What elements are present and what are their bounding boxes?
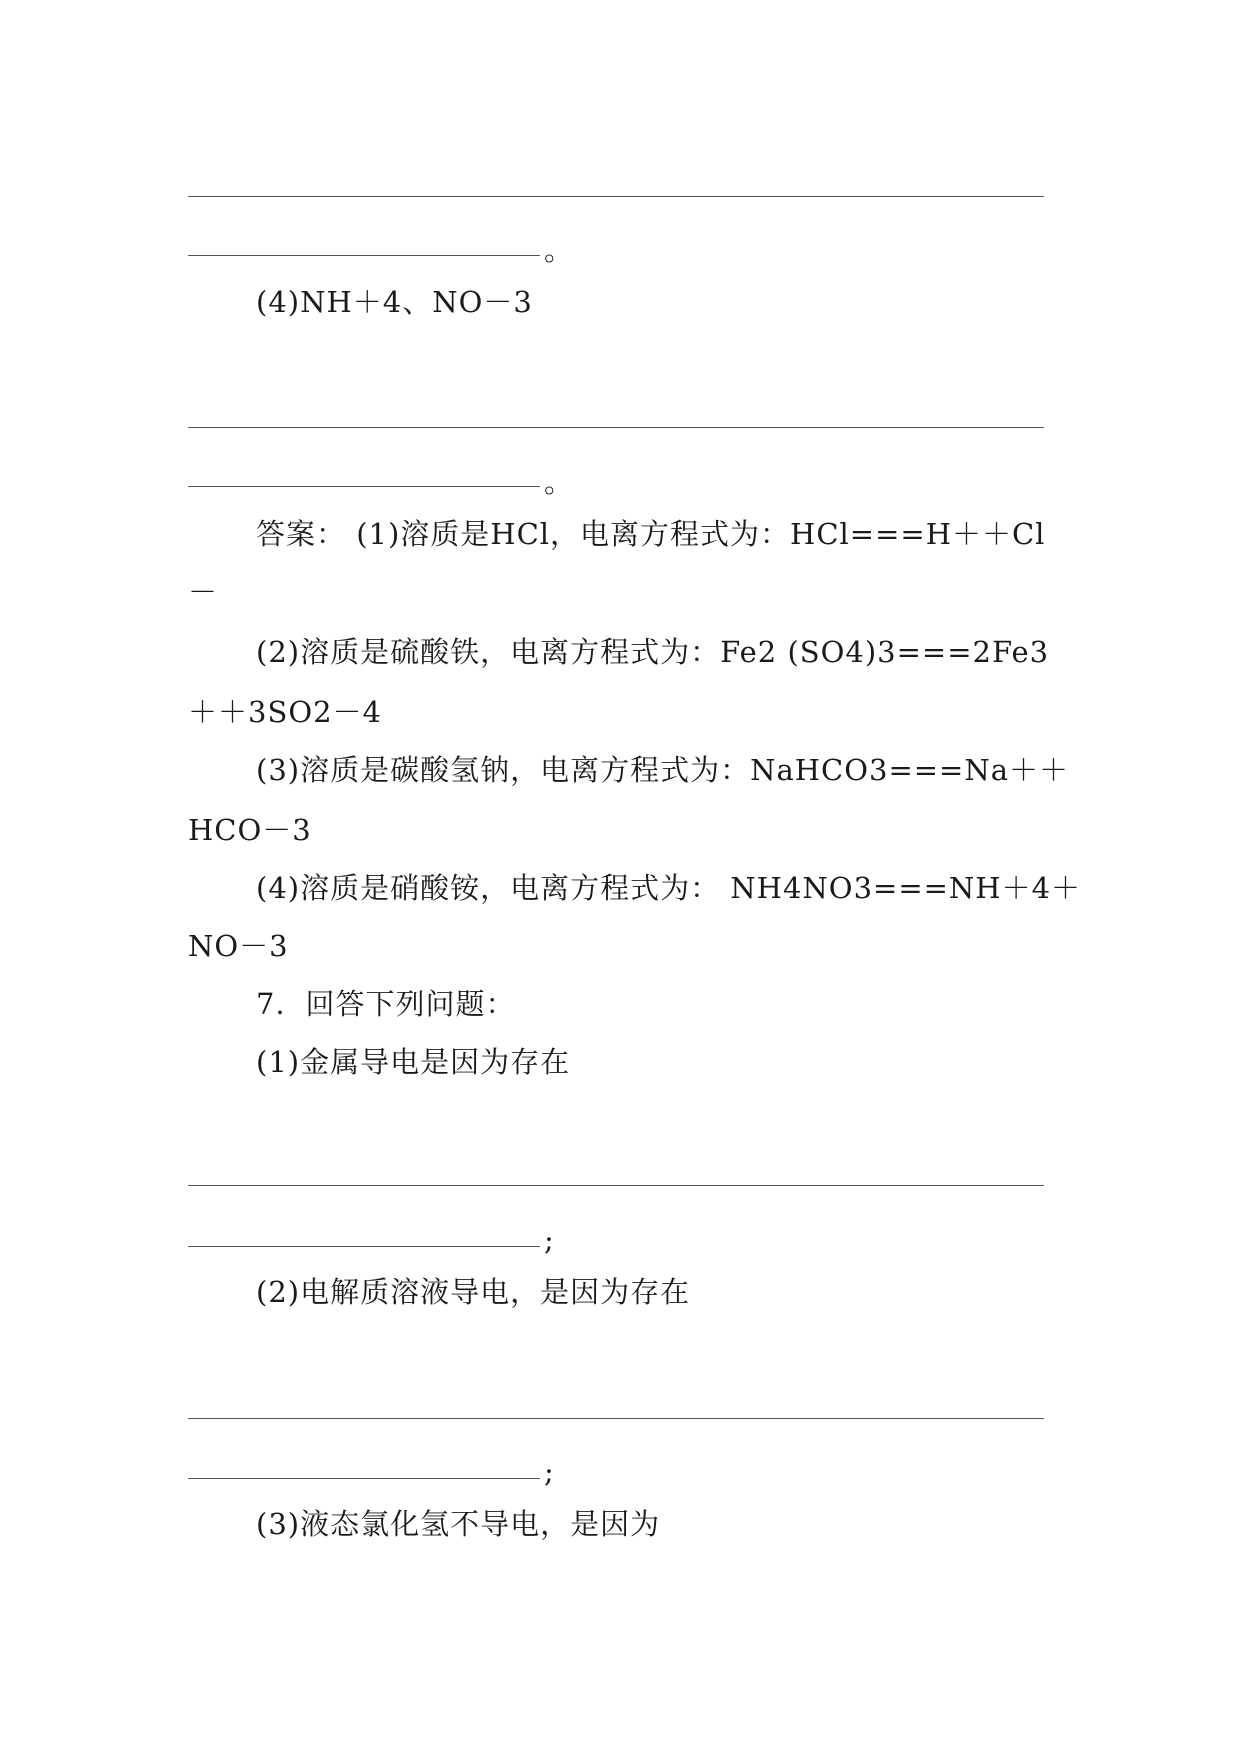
answer-3-line2: HCO－3	[188, 813, 312, 847]
question-7-part-3: (3)液态氯化氢不导电，是因为	[256, 1507, 661, 1541]
semicolon-mark: ;	[544, 1223, 554, 1257]
answer-1-line1: 答案： (1)溶质是HCl，电离方程式为：HCl===H＋＋Cl	[256, 517, 1046, 551]
semicolon-mark: ;	[544, 1455, 554, 1489]
answer-blank-line[interactable]	[188, 427, 1044, 428]
answer-2-line1: (2)溶质是硫酸铁，电离方程式为：Fe2 (SO4)3===2Fe3	[256, 635, 1050, 669]
answer-blank-line[interactable]	[188, 1246, 540, 1247]
question-7-title: 7．回答下列问题：	[256, 987, 516, 1021]
answer-4-line2: NO－3	[188, 929, 289, 963]
answer-blank-line[interactable]	[188, 255, 540, 256]
answer-4-line1: (4)溶质是硝酸铵，电离方程式为： NH4NO3===NH＋4＋	[256, 871, 1082, 905]
answer-blank-line[interactable]	[188, 1418, 1044, 1419]
period-mark: 。	[544, 233, 574, 267]
question-7-part-1: (1)金属导电是因为存在	[256, 1045, 571, 1079]
answer-2-line2: ＋＋3SO2－4	[188, 695, 382, 729]
period-mark: 。	[544, 465, 574, 499]
answer-blank-line[interactable]	[188, 486, 540, 487]
question-7-part-2: (2)电解质溶液导电，是因为存在	[256, 1275, 691, 1309]
answer-1-line2: －	[188, 575, 219, 609]
answer-blank-line[interactable]	[188, 1478, 540, 1479]
answer-3-line1: (3)溶质是碳酸氢钠，电离方程式为：NaHCO3===Na＋＋	[256, 753, 1070, 787]
question-item-4: (4)NH＋4、NO－3	[256, 285, 533, 319]
answer-blank-line[interactable]	[188, 1185, 1044, 1186]
answer-blank-line[interactable]	[188, 196, 1044, 197]
